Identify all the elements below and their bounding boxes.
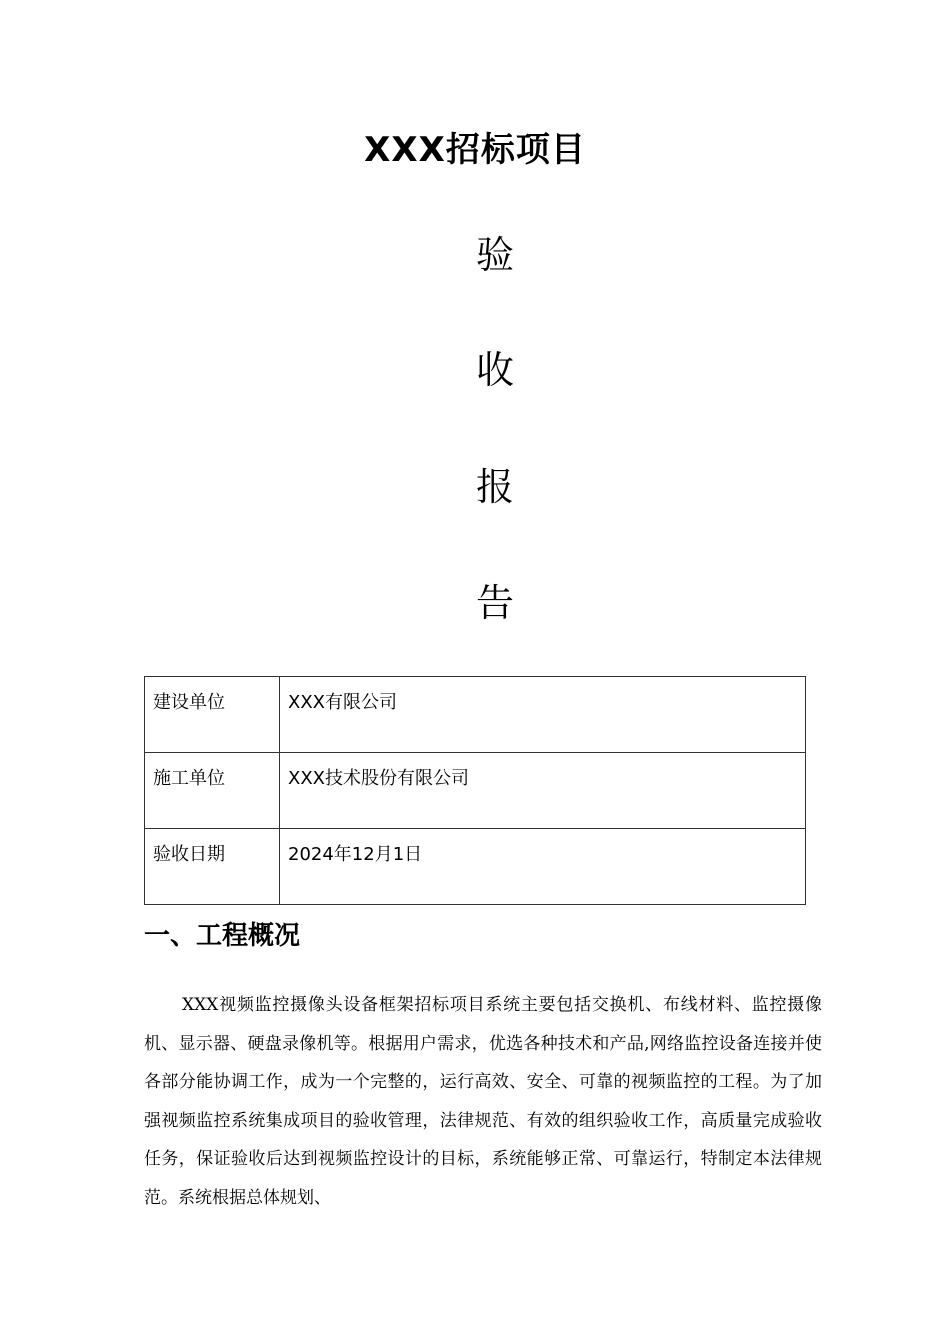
acceptance-date-value: 2024年12月1日 [280, 829, 806, 905]
title-char-3: 报 [475, 465, 514, 509]
table-row [145, 677, 806, 753]
table-row [145, 753, 806, 829]
contractor-label: 施工单位 [145, 753, 280, 829]
table-row [145, 829, 806, 905]
page-title: XXX招标项目 [364, 130, 586, 170]
title-char-1: 验 [475, 233, 514, 277]
project-info-table [144, 676, 806, 905]
title-char-2: 收 [475, 348, 514, 392]
construction-unit-value: XXX有限公司 [280, 677, 806, 753]
acceptance-date-label: 验收日期 [145, 829, 280, 905]
overview-paragraph: XXX视频监控摄像头设备框架招标项目系统主要包括交换机、布线材料、监控摄像机、显示器、硬盘录像机等。根据用户需求，优选各种技术和产品,网络监控设备连接并使各部分能协调工作，成为一个完整的，运行高效、安全、可靠的视频监控的工程。为了加强视频监控系统集成项目的验收管理，法律规范、有效的组织验收工作，高质量完成验收任务，保证验收后达到视频监控设计的目标，系统能够正常、可靠运行，特制定本法律规范。系统根据总体规划、 [144, 995, 822, 1208]
construction-unit-label: 建设单位 [145, 677, 280, 753]
title-char-4: 告 [475, 581, 514, 625]
contractor-value: XXX技术股份有限公司 [280, 753, 806, 829]
section-heading: 一、工程概况 [144, 921, 301, 951]
